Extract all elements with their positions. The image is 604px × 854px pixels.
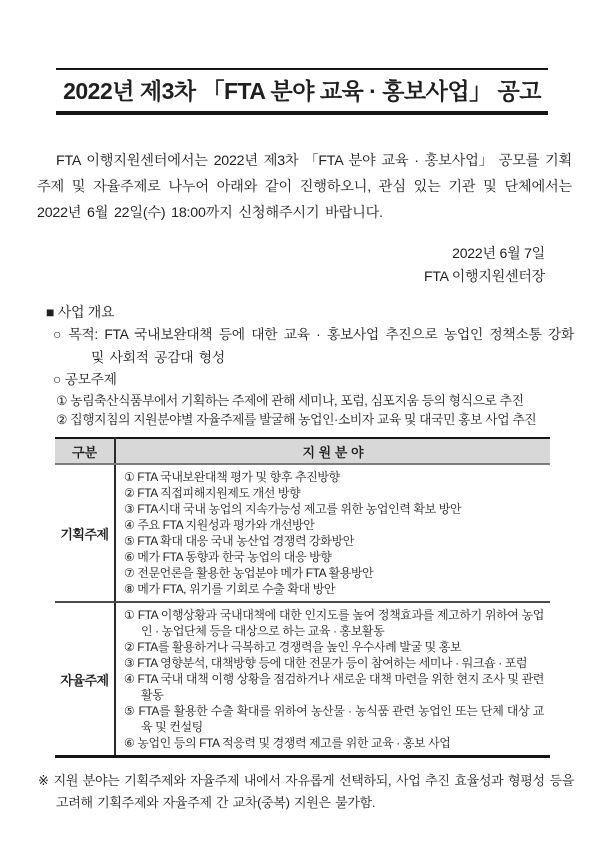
document-date: 2022년 6월 7일 bbox=[452, 245, 545, 261]
planned-topic-items bbox=[115, 464, 550, 602]
support-item: ① FTA 이행상황과 국내대책에 대한 인지도를 높여 정책효과를 제고하기 위하여 농업인 · 농업단체 등을 대상으로 하는 교육 · 홍보활동 bbox=[124, 608, 544, 638]
overview-heading: ■ 사업 개요 bbox=[46, 304, 115, 320]
overview-topics-heading: ○ 공모주제 bbox=[53, 372, 117, 387]
table-header-row bbox=[55, 438, 550, 464]
row-label-free-topic: 자율주제 bbox=[55, 602, 115, 757]
support-item: ⑦ 전문언론을 활용한 농업분야 메가 FTA 활용방안 bbox=[124, 566, 374, 580]
document-title-box bbox=[56, 68, 548, 115]
overview-topic-item: ② 집행지침의 지원분야별 자율주제를 발굴해 농업인·소비자 교육 및 대국민 홍보 사업 추진 bbox=[56, 412, 537, 427]
support-item: ⑧ 메가 FTA, 위기를 기회로 수출 확대 방안 bbox=[124, 582, 336, 596]
row-label-planned-topic: 기획주제 bbox=[55, 464, 115, 602]
support-item: ⑤ FTA를 활용한 수출 확대를 위하여 농산물 · 농식품 관련 농업인 또는 단체 대상 교육 및 컨설팅 bbox=[124, 704, 544, 734]
column-header-support-field: 지 원 분 야 bbox=[115, 438, 550, 464]
support-item: ⑤ FTA 확대 대응 국내 농산업 경쟁력 강화방안 bbox=[124, 534, 354, 548]
support-field-table bbox=[55, 437, 550, 758]
support-item: ③ FTA 영향분석, 대책방향 등에 대한 전문가 등이 참여하는 세미나 · 워크숍 · 포럼 bbox=[124, 656, 528, 670]
table-row-free-topic bbox=[55, 602, 550, 757]
table-row-planned-topic bbox=[55, 464, 550, 602]
footnote: ※ 지원 분야는 기획주제와 자율주제 내에서 자유롭게 선택하되, 사업 추진 효율성과 형평성 등을 고려해 기획주제와 자율주제 간 교차(중복) 지원은 불가함. bbox=[38, 773, 574, 810]
date-signer-block bbox=[0, 242, 604, 288]
document-title: 2022년 제3차 「FTA 분야 교육 · 홍보사업」 공고 bbox=[63, 78, 541, 104]
overview-topic-item: ① 농림축산식품부에서 기획하는 주제에 관해 세미나, 포럼, 심포지움 등의 형식으로 추진 bbox=[56, 393, 524, 408]
document-page bbox=[0, 68, 604, 854]
project-overview-section bbox=[0, 301, 604, 429]
support-item: ② FTA를 활용하거나 극복하고 경쟁력을 높인 우수사례 발굴 및 홍보 bbox=[124, 640, 462, 654]
support-item: ⑥ 농업인 등의 FTA 적응력 및 경쟁력 제고를 위한 교육 · 홍보 사업 bbox=[124, 736, 451, 750]
support-item: ① FTA 국내보완대책 평가 및 향후 추진방향 bbox=[124, 470, 340, 484]
column-header-category: 구분 bbox=[55, 438, 115, 464]
support-item: ④ 주요 FTA 지원성과 평가와 개선방안 bbox=[124, 518, 315, 532]
free-topic-items bbox=[115, 602, 550, 757]
intro-paragraph: FTA 이행지원센터에서는 2022년 제3차 「FTA 분야 교육 · 홍보사업」 공모를 기획주제 및 자율주제로 나누어 아래와 같이 진행하오니, 관심 있는 기관 및 단체에서는 2022년 6월 22일(수) 18:00까지 신청해주시기 바랍니다. bbox=[37, 153, 572, 221]
support-item: ⑥ 메가 FTA 동향과 한국 농업의 대응 방향 bbox=[124, 550, 332, 564]
support-item: ④ FTA 국내 대책 이행 상황을 점검하거나 새로운 대책 마련을 위한 현지 조사 및 관련 활동 bbox=[124, 672, 544, 702]
support-item: ② FTA 직접피해지원제도 개선 방향 bbox=[124, 486, 301, 500]
support-item: ③ FTA시대 국내 농업의 지속가능성 제고를 위한 농업인력 확보 방안 bbox=[124, 502, 462, 516]
document-signer: FTA 이행지원센터장 bbox=[424, 268, 545, 284]
overview-purpose: ○ 목적: FTA 국내보완대책 등에 대한 교육 · 홍보사업 추진으로 농업인 정책소통 강화 및 사회적 공감대 형성 bbox=[53, 327, 574, 365]
